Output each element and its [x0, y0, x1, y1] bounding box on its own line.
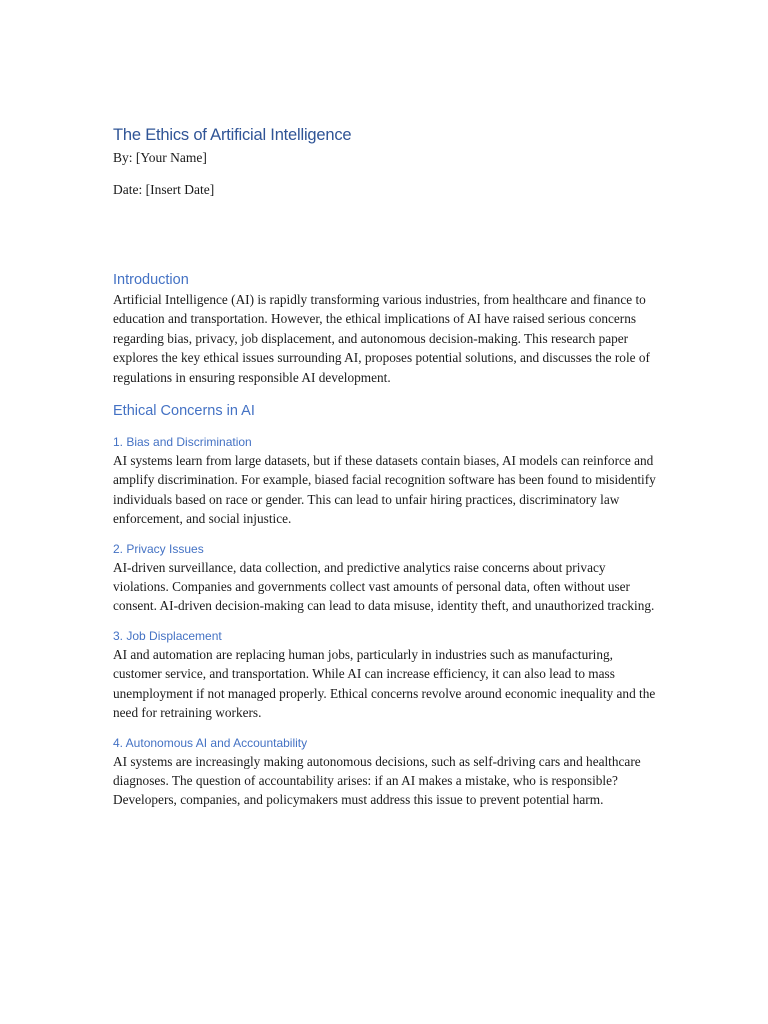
author-line: By: [Your Name] [113, 150, 207, 165]
section-paragraph-job-displacement: AI and automation are replacing human jobs, particularly in industries such as manufacturing, customer service, and transportation. While AI can increase efficiency, it can also lead to mass unemployment if not managed properly. Ethical concerns revolve around economic inequality and the need for retraining workers. [113, 646, 656, 721]
section-heading-privacy: 2. Privacy Issues [113, 541, 204, 556]
introduction-paragraph: Artificial Intelligence (AI) is rapidly transforming various industries, from healthcare and finance to education and transportation. However, the ethical implications of AI have raised serious concerns regarding bias, privacy, job displacement, and autonomous decision-making. This research paper explores the key ethical issues surrounding AI, proposes potential solutions, and discusses the role of regulations in ensuring responsible AI development. [113, 292, 650, 385]
document-title: The Ethics of Artificial Intelligence [113, 126, 352, 144]
section-heading-bias: 1. Bias and Discrimination [113, 435, 252, 450]
section-paragraph-bias: AI systems learn from large datasets, but if these datasets contain biases, AI models can reinforce and amplify discrimination. For example, biased facial recognition software has been found to misidentify individuals based on race or gender. This can lead to unfair hiring practices, discriminatory law enforcement, and social injustice. [113, 453, 656, 527]
ethical-concerns-heading: Ethical Concerns in AI [113, 403, 255, 420]
introduction-heading: Introduction [113, 272, 189, 288]
section-heading-accountability: 4. Autonomous AI and Accountability [113, 735, 308, 750]
section-paragraph-privacy: AI-driven surveillance, data collection, and predictive analytics raise concerns about privacy violations. Companies and governments collect vast amounts of personal data, often without user consent. AI-driven decision-making can lead to data misuse, identity theft, and unauthorized tracking. [113, 559, 655, 614]
section-heading-job-displacement: 3. Job Displacement [113, 628, 222, 643]
date-line: Date: [Insert Date] [113, 182, 215, 197]
section-paragraph-accountability: AI systems are increasingly making autonomous decisions, such as self-driving cars and healthcare diagnoses. The question of accountability arises: if an AI makes a mistake, who is responsible? Developers, companies, and policymakers must address this issue to prevent potential harm. [113, 753, 641, 808]
document-page [113, 124, 658, 810]
